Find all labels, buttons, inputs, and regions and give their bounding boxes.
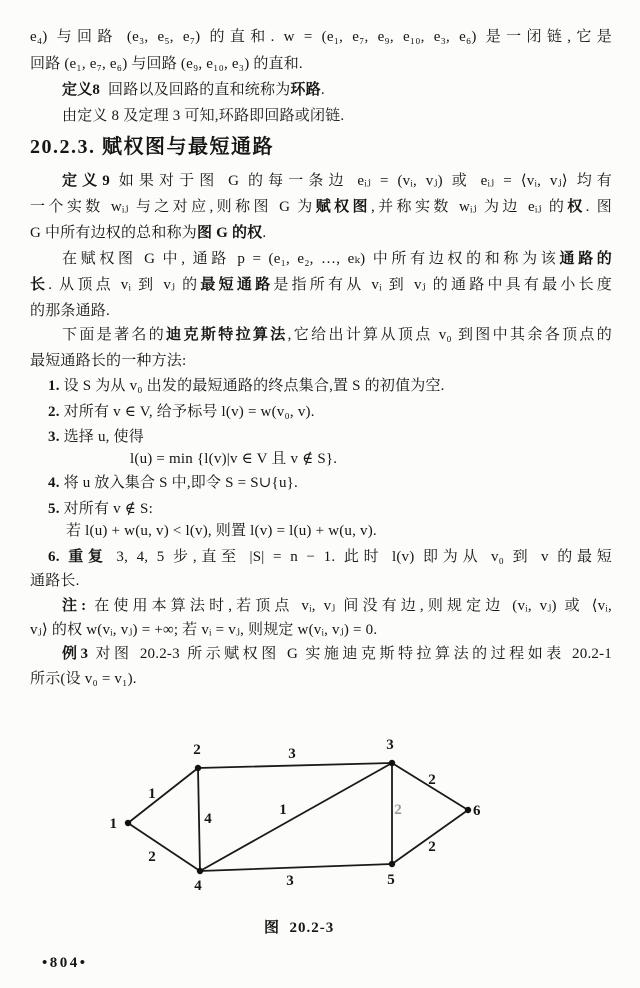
text-line: vⱼ⟩ 的权 w(vᵢ, vⱼ) = +∞; 若 vᵢ = vⱼ, 则规定 w(vᵢ, vⱼ) = 0. [30, 622, 378, 638]
text-line: 回路 (e₁, e₇, e₆) 与回路 (e₉, e₁₀, e₃) 的直和. [30, 56, 303, 72]
page-number: •804• [42, 955, 88, 971]
text-line: 的那条通路. [30, 303, 110, 319]
graph-vertex-6 [465, 807, 471, 813]
vertex-label-1: 1 [109, 816, 117, 832]
text-line: 4. 将 u 放入集合 S 中,即令 S = S∪{u}. [48, 475, 299, 491]
text-line: 一个实数 wᵢⱼ 与之对应,则称图 G 为赋权图,并称实数 wᵢⱼ 为边 eᵢⱼ 的权. 图 [30, 199, 612, 215]
text-line: 定义9 如果对于图 G 的每一条边 eᵢⱼ = (vᵢ, vⱼ) 或 eᵢⱼ = ⟨vᵢ, vⱼ⟩ 均有 [62, 173, 612, 189]
edge-weight-label: 2 [394, 802, 402, 818]
edge-weight-label: 2 [428, 772, 436, 788]
graph-edge-1-2 [128, 768, 198, 823]
text-line: 所示(设 v₀ = v₁). [30, 671, 137, 687]
text-line: 2. 对所有 v ∈ V, 给予标号 l(v) = w(v₀, v). [48, 404, 315, 420]
edge-weight-label: 3 [286, 873, 294, 889]
edge-weight-label: 1 [279, 802, 287, 818]
figure-graph [0, 702, 640, 917]
text-line: 例3 对图 20.2-3 所示赋权图 G 实施迪克斯特拉算法的过程如表 20.2-1 [62, 646, 612, 662]
graph-edge-2-4 [198, 768, 200, 871]
text-line: 6. 重复 3, 4, 5 步,直至 |S| = n − 1. 此时 l(v) 即为从 v₀ 到 v 的最短 [48, 549, 612, 565]
vertex-label-2: 2 [193, 742, 201, 758]
edge-weight-label: 1 [148, 786, 156, 802]
vertex-label-3: 3 [386, 737, 394, 753]
weighted-graph-svg [0, 702, 640, 917]
graph-edge-2-3 [198, 763, 392, 768]
edge-weight-label: 2 [428, 839, 436, 855]
text-line: 下面是著名的迪克斯特拉算法,它给出计算从顶点 v₀ 到图中其余各顶点的 [62, 327, 612, 343]
text-line: 最短通路长的一种方法: [30, 353, 187, 369]
section-heading: 20.2.3. 赋权图与最短通路 [30, 136, 274, 158]
graph-vertex-2 [195, 765, 201, 771]
text-line: l(u) = min {l(v)|v ∈ V 且 v ∉ S}. [130, 451, 338, 467]
graph-vertex-3 [389, 760, 395, 766]
text-line: e₄) 与回路 (e₃, e₅, e₇) 的直和. w = (e₁, e₇, e₉, e₁₀, e₃, e₆) 是一闭链,它是 [30, 29, 612, 45]
graph-vertex-4 [197, 868, 203, 874]
vertex-label-6: 6 [473, 803, 481, 819]
text-line: 注: 在使用本算法时,若顶点 vᵢ, vⱼ 间没有边,则规定边 (vᵢ, vⱼ) 或 ⟨vᵢ, [62, 598, 612, 614]
graph-edge-5-6 [392, 810, 468, 864]
graph-edge-4-5 [200, 864, 392, 871]
vertex-label-4: 4 [194, 878, 202, 894]
graph-edge-3-4 [200, 763, 392, 871]
graph-edge-1-4 [128, 823, 200, 871]
edge-weight-label: 4 [204, 811, 212, 827]
text-line: 5. 对所有 v ∉ S: [48, 501, 153, 517]
graph-vertex-5 [389, 861, 395, 867]
graph-vertex-1 [125, 820, 131, 826]
text-line: 若 l(u) + w(u, v) < l(v), 则置 l(v) = l(u) + w(u, v). [66, 523, 377, 539]
vertex-label-5: 5 [387, 872, 395, 888]
text-line: G 中所有边权的总和称为图 G 的权. [30, 225, 267, 241]
text-line: 定义8 回路以及回路的直和统称为环路. [62, 82, 325, 98]
text-line: 3. 选择 u, 使得 [48, 429, 144, 445]
edge-weight-label: 3 [288, 746, 296, 762]
text-line: 1. 设 S 为从 v₀ 出发的最短通路的终点集合,置 S 的初值为空. [48, 378, 445, 394]
figure-caption: 图 20.2-3 [264, 920, 335, 936]
text-line: 在赋权图 G 中, 通路 p = (e₁, e₂, …, eₖ) 中所有边权的和称为该通路的 [62, 251, 612, 267]
edge-weight-label: 2 [148, 849, 156, 865]
text-line: 通路长. [30, 573, 80, 589]
text-line: 长. 从顶点 vᵢ 到 vⱼ 的最短通路是指所有从 vᵢ 到 vⱼ 的通路中具有最小长度 [30, 277, 612, 293]
text-line: 由定义 8 及定理 3 可知,环路即回路或闭链. [62, 108, 345, 124]
